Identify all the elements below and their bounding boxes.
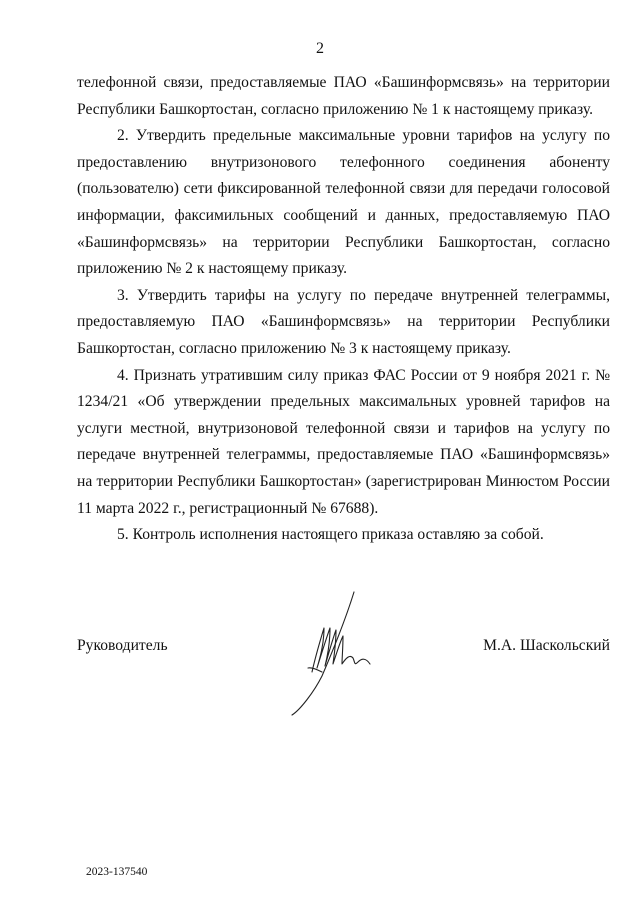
paragraph-item-5: 5. Контроль исполнения настоящего приказа оставляю за собой.	[117, 526, 544, 544]
signatory-name: М.А. Шаскольский	[483, 637, 610, 654]
page-number: 2	[316, 40, 324, 57]
paragraph-continuation: телефонной связи, предоставляемые ПАО «Башинформсвязь» на территории Республики Башкортостан, согласно приложению № 1 к настоящему приказу.	[77, 74, 610, 118]
handwritten-signature	[286, 588, 376, 718]
paragraph-item-2: 2. Утвердить предельные максимальные уровни тарифов на услугу по предоставлению внутризонового телефонного соединения абоненту (пользователю) сети фиксированной телефонной связи для передачи голосовой информации, факсимильных сообщений и данных, предоставляемую ПАО «Башинформсвязь» на территории Республики Башкортостан, согласно приложению № 2 к настоящему приказу.	[77, 127, 610, 278]
signatory-title: Руководитель	[77, 637, 168, 654]
document-id: 2023-137540	[86, 866, 148, 878]
document-body	[77, 70, 610, 549]
paragraph-item-4: 4. Признать утратившим силу приказ ФАС России от 9 ноября 2021 г. № 1234/21 «Об утверждении предельных максимальных уровней тарифов на услуги местной, внутризоновой телефонной связи и тарифов на услугу по передаче внутренней телеграммы, предоставляемые ПАО «Башинформсвязь» на территории Республики Башкортостан» (зарегистрирован Минюстом России 11 марта 2022 г., регистрационный № 67688).	[77, 366, 610, 517]
paragraph-item-3: 3. Утвердить тарифы на услугу по передаче внутренней телеграммы, предоставляемую ПАО «Башинформсвязь» на территории Республики Башкортостан, согласно приложению № 3 к настоящему приказу.	[77, 286, 610, 357]
